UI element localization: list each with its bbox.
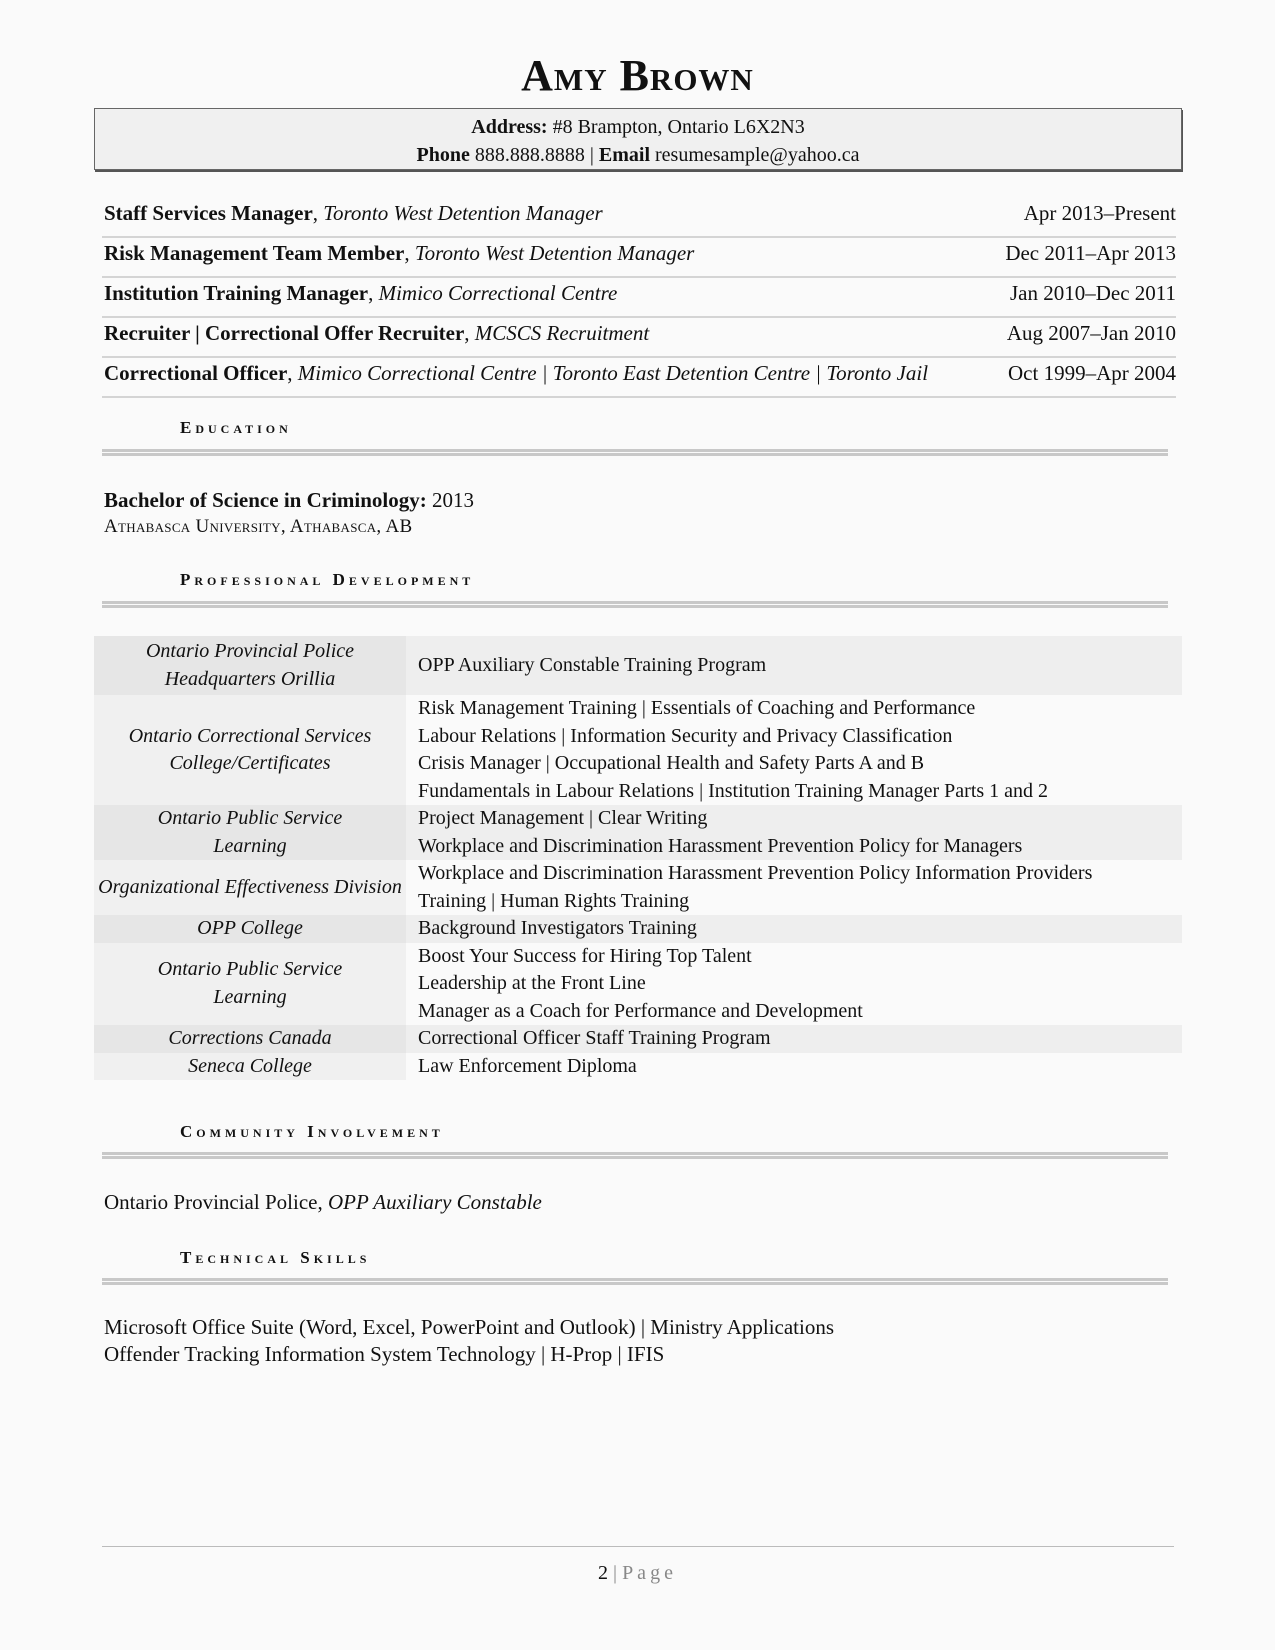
pd-program: Law Enforcement Diploma <box>418 1054 637 1077</box>
pd-programs <box>406 915 1182 943</box>
pd-programs <box>406 1053 1182 1081</box>
pd-program: Workplace and Discrimination Harassment Prevention Policy Information Providers <box>418 862 1093 884</box>
separator: | <box>589 144 594 166</box>
pd-programs <box>406 1025 1182 1053</box>
education-degree-line <box>104 488 474 513</box>
job-org: Mimico Correctional Centre | Toronto East Detention Centre | Toronto Jail <box>297 361 929 385</box>
pd-program: OPP Auxiliary Constable Training Program <box>418 653 767 676</box>
pd-program: Training | Human Rights Training <box>418 889 690 912</box>
pd-program: Leadership at the Front Line <box>418 972 646 994</box>
pd-programs <box>406 695 1182 805</box>
professional-development-table <box>94 636 1182 1080</box>
pd-program: Crisis Manager | Occupational Health and Safety Parts A and B <box>418 752 925 774</box>
pd-program: Risk Management Training | Essentials of Coaching and Performance <box>418 697 976 719</box>
candidate-name: Amy Brown <box>521 51 754 100</box>
pd-program: Fundamentals in Labour Relations | Institution Training Manager Parts 1 and 2 <box>418 779 1049 802</box>
pd-organization: OPP College <box>94 915 406 943</box>
footer-separator: | <box>613 1562 618 1584</box>
pd-organization: Organizational Effectiveness Division <box>94 860 406 915</box>
job-row: Risk Management Team Member, Toronto West Detention Manager Dec 2011–Apr 2013 <box>102 238 1176 278</box>
job-dates: Aug 2007–Jan 2010 <box>1006 321 1176 345</box>
skills-list <box>104 1314 834 1368</box>
footer-divider <box>102 1546 1174 1547</box>
section-divider <box>102 1152 1168 1159</box>
page-label: Page <box>622 1562 677 1584</box>
page-footer <box>0 1562 1275 1585</box>
page-number: 2 <box>598 1562 609 1584</box>
skills-line: Microsoft Office Suite (Word, Excel, PowerPoint and Outlook) | Ministry Applications <box>104 1315 835 1339</box>
address-value: #8 Brampton, Ontario L6X2N3 <box>552 116 805 138</box>
address-label: Address: <box>471 116 548 138</box>
pd-organization: Ontario Public Service Learning <box>94 805 406 860</box>
job-org: Mimico Correctional Centre <box>378 281 618 305</box>
job-org: Toronto West Detention Manager <box>414 241 695 265</box>
table-row <box>94 915 1182 943</box>
job-dates: Jan 2010–Dec 2011 <box>1009 281 1176 305</box>
education-school: Athabasca University, Athabasca, AB <box>104 516 413 537</box>
table-row <box>94 1053 1182 1081</box>
phone-email-line <box>95 141 1181 169</box>
table-row <box>94 636 1182 695</box>
community-org: Ontario Provincial Police, <box>104 1190 323 1214</box>
community-entry <box>104 1190 542 1215</box>
pd-programs <box>406 860 1182 915</box>
table-row <box>94 943 1182 1026</box>
community-role: OPP Auxiliary Constable <box>327 1190 542 1214</box>
pd-programs <box>406 805 1182 860</box>
email-value: resumesample@yahoo.ca <box>655 144 860 166</box>
pd-programs <box>406 636 1182 695</box>
phone-label: Phone <box>416 144 470 166</box>
experience-list <box>102 198 1176 398</box>
pd-program: Labour Relations | Information Security and Privacy Classification <box>418 724 953 747</box>
job-org: Toronto West Detention Manager <box>323 201 603 225</box>
job-row: Staff Services Manager, Toronto West Detention Manager Apr 2013–Present <box>102 198 1176 238</box>
pd-organization: Seneca College <box>94 1053 406 1081</box>
table-row <box>94 695 1182 805</box>
table-row <box>94 805 1182 860</box>
pd-program: Background Investigators Training <box>418 917 697 939</box>
pd-programs <box>406 943 1182 1026</box>
pd-organization: Ontario Correctional Services College/Certificates <box>94 695 406 805</box>
pd-program: Workplace and Discrimination Harassment Prevention Policy for Managers <box>418 834 1023 857</box>
job-title: Institution Training Manager <box>104 281 369 305</box>
pd-organization: Ontario Provincial Police Headquarters Orillia <box>94 636 406 695</box>
job-title: Risk Management Team Member <box>104 241 405 265</box>
pd-organization: Ontario Public Service Learning <box>94 943 406 1026</box>
job-title: Recruiter | Correctional Offer Recruiter <box>104 321 465 345</box>
pd-organization: Corrections Canada <box>94 1025 406 1053</box>
degree-year: 2013 <box>432 488 474 512</box>
job-org: MCSCS Recruitment <box>474 321 650 345</box>
contact-box <box>94 108 1182 170</box>
pd-program: Correctional Officer Staff Training Program <box>418 1027 771 1049</box>
skills-line: Offender Tracking Information System Technology | H-Prop | IFIS <box>104 1342 665 1366</box>
section-heading-technical-skills: Technical Skills <box>180 1248 371 1267</box>
pd-program: Project Management | Clear Writing <box>418 807 708 829</box>
section-heading-professional-development: Professional Development <box>180 570 475 589</box>
job-row: Correctional Officer, Mimico Correctional Centre | Toronto East Detention Centre | Toronto Jail Oct 1999–Apr 2004 <box>102 358 1176 398</box>
job-row: Institution Training Manager, Mimico Correctional Centre Jan 2010–Dec 2011 <box>102 278 1176 318</box>
table-row <box>94 860 1182 915</box>
section-divider <box>102 1278 1168 1285</box>
job-dates: Oct 1999–Apr 2004 <box>1008 361 1176 385</box>
table-row <box>94 1025 1182 1053</box>
email-label: Email <box>598 144 651 166</box>
pd-program: Manager as a Coach for Performance and Development <box>418 999 863 1022</box>
section-divider <box>102 449 1168 456</box>
job-row: Recruiter | Correctional Offer Recruiter, MCSCS Recruitment Aug 2007–Jan 2010 <box>102 318 1176 358</box>
section-heading-education: Education <box>180 418 292 437</box>
job-dates: Dec 2011–Apr 2013 <box>1005 241 1176 265</box>
address-line <box>95 113 1181 141</box>
phone-value: 888.888.8888 <box>474 144 585 166</box>
job-title: Staff Services Manager <box>104 201 313 225</box>
section-heading-community: Community Involvement <box>180 1122 444 1141</box>
job-dates: Apr 2013–Present <box>1023 201 1176 225</box>
degree-name: Bachelor of Science in Criminology: <box>104 488 427 512</box>
pd-program: Boost Your Success for Hiring Top Talent <box>418 944 752 967</box>
job-title: Correctional Officer <box>104 361 288 385</box>
section-divider <box>102 601 1168 608</box>
